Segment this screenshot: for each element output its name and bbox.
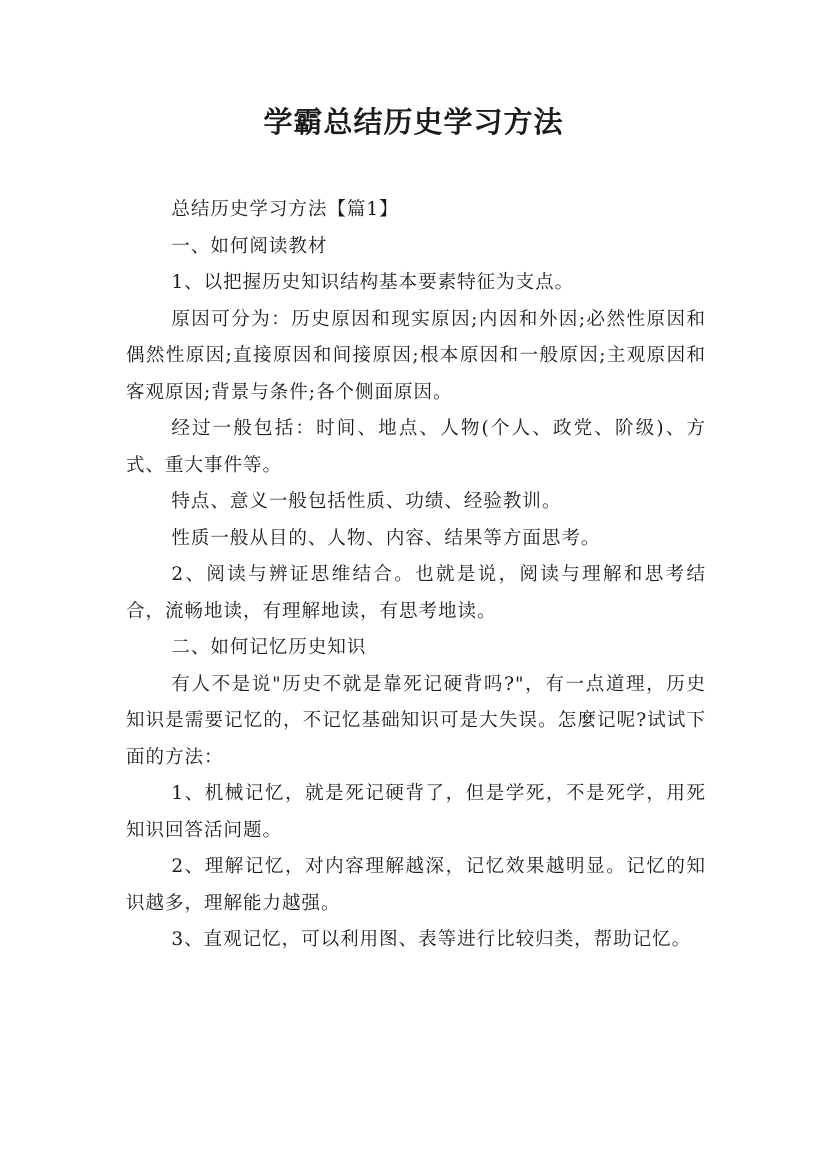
paragraph: 原因可分为：历史原因和现实原因;内因和外因;必然性原因和偶然性原因;直接原因和间接原因;根本原因和一般原因;主观原因和客观原因;背景与条件;各个侧面原因。 [126,308,706,403]
document-body [126,192,706,959]
paragraph: 2、阅读与辨证思维结合。也就是说，阅读与理解和思考结合，流畅地读，有理解地读，有思考地读。 [126,564,706,622]
paragraph: 经过一般包括：时间、地点、人物(个人、政党、阶级)、方式、重大事件等。 [126,418,706,476]
paragraph: 性质一般从目的、人物、内容、结果等方面思考。 [171,527,601,549]
paragraph: 1、机械记忆，就是死记硬背了，但是学死，不是死学，用死知识回答活问题。 [126,783,706,841]
paragraph: 3、直观记忆，可以利用图、表等进行比较归类，帮助记忆。 [171,929,692,950]
paragraph: 2、理解记忆，对内容理解越深，记忆效果越明显。记忆的知识越多，理解能力越强。 [126,856,706,914]
paragraph-heading-memory: 二、如何记忆历史知识 [171,637,367,658]
paragraph: 有人不是说"历史不就是靠死记硬背吗?"，有一点道理，历史知识是需要记忆的，不记忆基础知识可是大失误。怎麼记呢?试试下面的方法： [126,673,706,768]
paragraph: 1、以把握历史知识结构基本要素特征为支点。 [171,272,575,293]
paragraph-heading-reading: 一、如何阅读教材 [171,235,328,257]
document-title: 学霸总结历史学习方法 [263,105,564,139]
paragraph-section-heading: 总结历史学习方法【篇1】 [171,199,399,220]
paragraph: 特点、意义一般包括性质、功绩、经验教训。 [171,491,562,512]
